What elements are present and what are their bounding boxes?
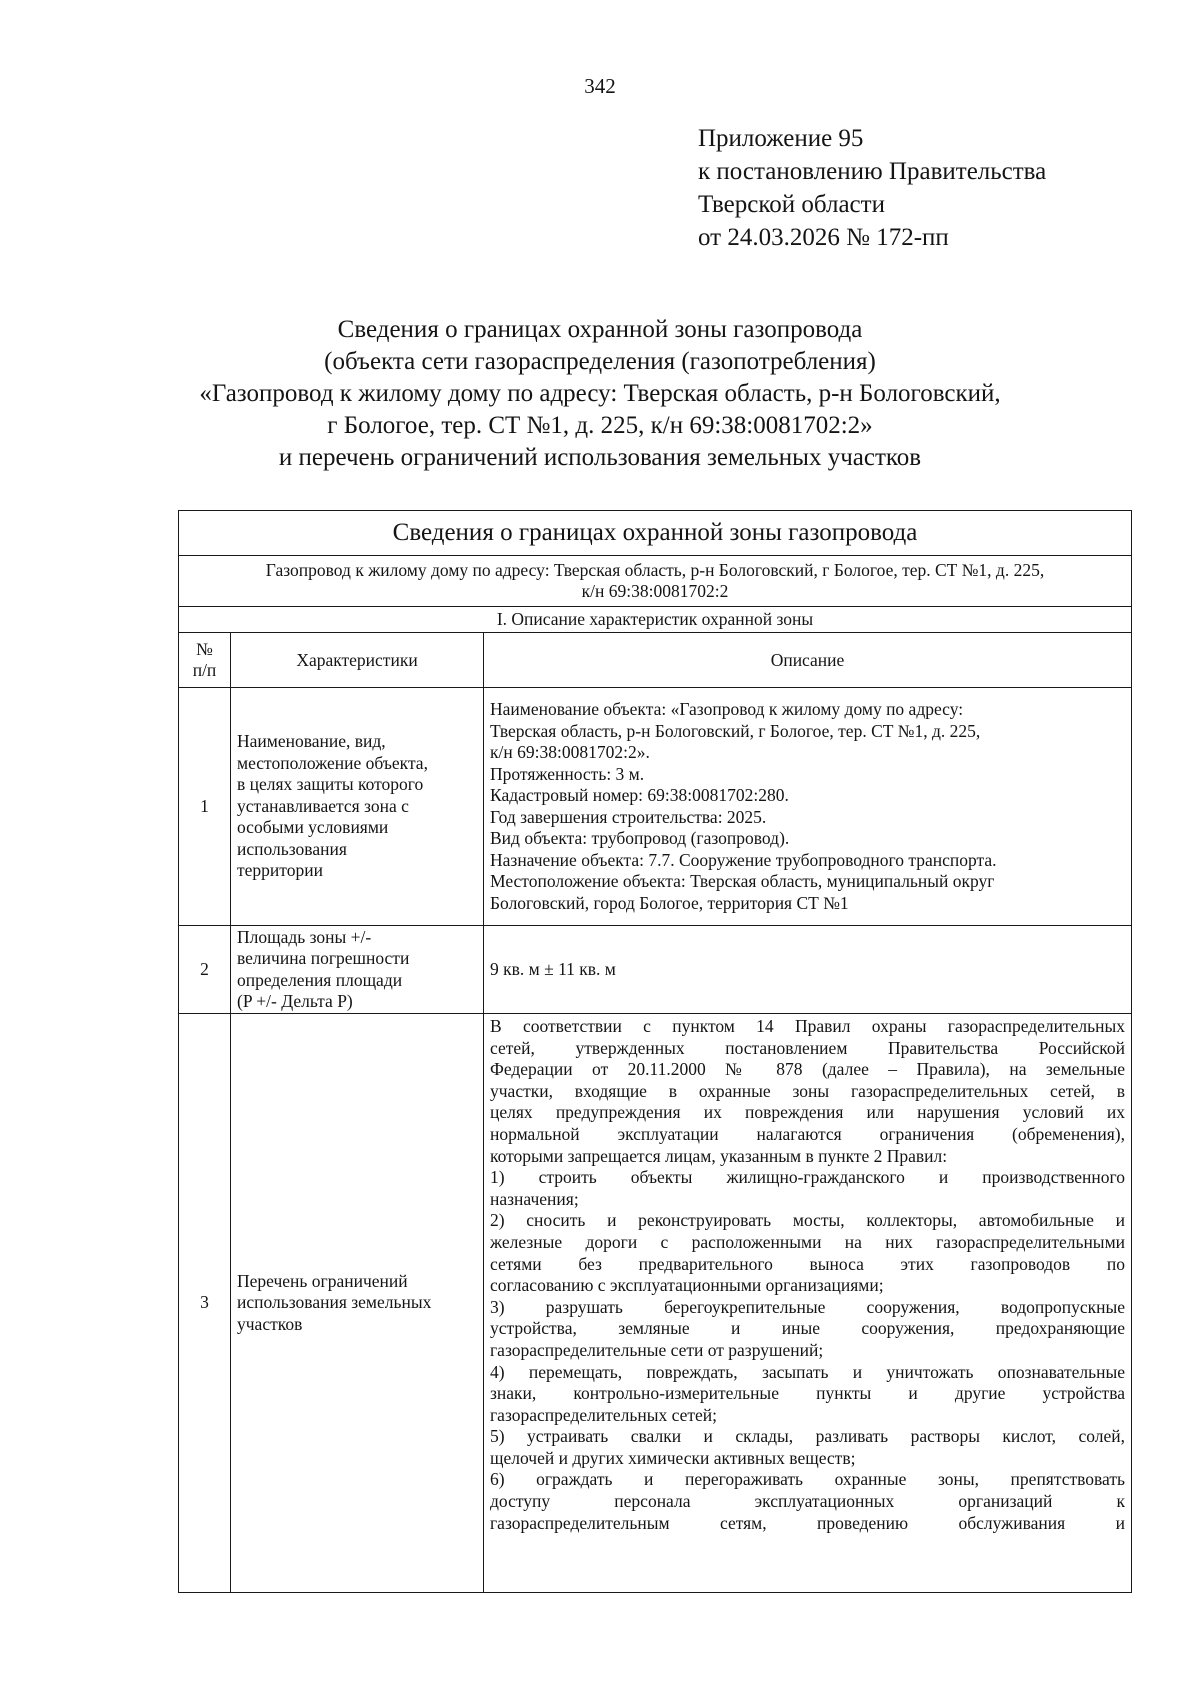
title-line: и перечень ограничений использования земельных участков bbox=[278, 444, 922, 471]
characteristic-line: величина погрешности bbox=[237, 948, 410, 968]
description-line: Тверская область, р-н Бологовский, г Бологое, тер. СТ №1, д. 225, bbox=[490, 720, 981, 741]
column-header-num bbox=[179, 633, 231, 688]
title-line: (объекта сети газораспределения (газопотребления) bbox=[324, 348, 876, 375]
object-name-line: к/н 69:38:0081702:2 bbox=[581, 581, 729, 601]
description-line: газораспределительных сетей; bbox=[490, 1404, 717, 1425]
characteristic-line: Перечень ограничений bbox=[237, 1270, 408, 1291]
row-description bbox=[484, 926, 1132, 1014]
document-title bbox=[100, 314, 1100, 474]
appendix-line: от 24.03.2026 № 172-пп bbox=[698, 224, 949, 251]
appendix-line: к постановлению Правительства bbox=[698, 158, 1047, 185]
description-line: 5) устраивать свалки и склады, разливать растворы кислот, солей, bbox=[490, 1426, 1126, 1447]
object-name-line: Газопровод к жилому дому по адресу: Тверская область, р-н Бологовский, г Бологое, тер. СТ №1, д. 225, bbox=[265, 560, 1045, 580]
characteristic-line: использования bbox=[237, 838, 347, 859]
description-line: участки, входящие в охранные зоны газораспределительных сетей, в bbox=[490, 1080, 1126, 1101]
description-line: устройства, земляные и иные сооружения, предохраняющие bbox=[490, 1318, 1126, 1339]
row-characteristic bbox=[231, 926, 484, 1014]
characteristic-line: Площадь зоны +/- bbox=[237, 926, 372, 947]
description-line: железные дороги с расположенными на них газораспределительными bbox=[490, 1231, 1126, 1252]
characteristic-line: участков bbox=[237, 1313, 303, 1334]
table-header-row bbox=[179, 511, 1132, 556]
table-header: Сведения о границах охранной зоны газопровода bbox=[179, 511, 1132, 556]
description-line: Местоположение объекта: Тверская область, муниципальный округ bbox=[490, 871, 995, 891]
characteristic-line: в целях защиты которого bbox=[237, 774, 424, 795]
description-line: целях предупреждения их повреждения или нарушения условий их bbox=[490, 1102, 1126, 1123]
description-line: 1) строить объекты жилищно-гражданского и производственного bbox=[490, 1167, 1126, 1188]
zone-table bbox=[178, 510, 1132, 1593]
row-characteristic bbox=[231, 1014, 484, 1593]
row-number: 1 bbox=[179, 688, 231, 926]
characteristic-line: (P +/- Дельта P) bbox=[237, 991, 353, 1011]
column-num-label: № bbox=[196, 639, 213, 659]
row-number: 3 bbox=[179, 1014, 231, 1593]
description-line: Кадастровый номер: 69:38:0081702:280. bbox=[490, 785, 789, 805]
table-row bbox=[179, 1014, 1132, 1593]
description-line: В соответствии с пунктом 14 Правил охраны газораспределительных bbox=[490, 1016, 1126, 1036]
description-line: Бологовский, город Бологое, территория СТ №1 bbox=[490, 892, 849, 913]
table-row bbox=[179, 926, 1132, 1014]
row-description bbox=[484, 688, 1132, 926]
title-line: «Газопровод к жилому дому по адресу: Тверская область, р-н Бологовский, bbox=[199, 380, 1001, 407]
characteristic-line: использования земельных bbox=[237, 1292, 432, 1313]
description-line: газораспределительные сети от разрушений; bbox=[490, 1339, 824, 1360]
description-line: 9 кв. м ± 11 кв. м bbox=[490, 958, 616, 979]
object-name-row bbox=[179, 556, 1132, 607]
description-line: знаки, контрольно-измерительные пункты и другие устройства bbox=[490, 1383, 1126, 1404]
page-number: 342 bbox=[584, 74, 616, 98]
appendix-line: Тверской области bbox=[698, 191, 885, 218]
description-line: 2) сносить и реконструировать мосты, коллекторы, автомобильные и bbox=[490, 1210, 1126, 1231]
description-line: которыми запрещается лицам, указанным в пункте 2 Правил: bbox=[490, 1145, 948, 1166]
description-line: Вид объекта: трубопровод (газопровод). bbox=[490, 828, 790, 848]
description-line: доступу персонала эксплуатационных организаций к bbox=[490, 1491, 1126, 1512]
description-line: газораспределительным сетям, проведению обслуживания и bbox=[490, 1512, 1126, 1533]
description-line: нормальной эксплуатации налагаются ограничения (обременения), bbox=[490, 1123, 1126, 1144]
section-title: I. Описание характеристик охранной зоны bbox=[179, 607, 1132, 633]
characteristic-line: устанавливается зона с bbox=[237, 795, 409, 816]
row-number: 2 bbox=[179, 926, 231, 1014]
description-line: щелочей и других химически активных веществ; bbox=[490, 1447, 856, 1468]
column-header-characteristics: Характеристики bbox=[231, 633, 484, 688]
characteristic-line: местоположение объекта, bbox=[237, 752, 428, 773]
description-line: 4) перемещать, повреждать, засыпать и уничтожать опознавательные bbox=[490, 1361, 1126, 1382]
row-characteristic bbox=[231, 688, 484, 926]
appendix-line: Приложение 95 bbox=[698, 125, 864, 152]
row-description bbox=[484, 1014, 1132, 1593]
description-line: Протяженность: 3 м. bbox=[490, 763, 645, 784]
characteristic-line: Наименование, вид, bbox=[237, 731, 386, 752]
characteristic-line: определения площади bbox=[237, 969, 403, 990]
column-header-description: Описание bbox=[484, 633, 1132, 688]
object-name-cell bbox=[179, 556, 1132, 607]
description-line: Назначение объекта: 7.7. Сооружение трубопроводного транспорта. bbox=[490, 849, 997, 870]
appendix-block bbox=[698, 122, 1046, 254]
description-line: 6) ограждать и перегораживать охранные зоны, препятствовать bbox=[490, 1469, 1126, 1490]
title-line: г Бологое, тер. СТ №1, д. 225, к/н 69:38:0081702:2» bbox=[327, 412, 873, 439]
table-row bbox=[179, 688, 1132, 926]
description-line: сетями без предварительного выноса этих газопроводов по bbox=[490, 1253, 1126, 1274]
characteristic-line: особыми условиями bbox=[237, 817, 389, 838]
description-line: Год завершения строительства: 2025. bbox=[490, 806, 767, 827]
description-line: назначения; bbox=[490, 1188, 579, 1209]
column-header-row bbox=[179, 633, 1132, 688]
description-line: к/н 69:38:0081702:2». bbox=[490, 742, 650, 762]
description-line: сетей, утвержденных постановлением Правительства Российской bbox=[490, 1037, 1126, 1058]
section-row bbox=[179, 607, 1132, 633]
title-line: Сведения о границах охранной зоны газопровода bbox=[337, 316, 863, 343]
characteristic-line: территории bbox=[237, 860, 323, 881]
description-line: Наименование объекта: «Газопровод к жилому дому по адресу: bbox=[490, 699, 964, 719]
description-line: Федерации от 20.11.2000 № 878 (далее – Правила), на земельные bbox=[490, 1059, 1126, 1080]
description-line: согласованию с эксплуатационными организациями; bbox=[490, 1275, 884, 1296]
description-line: 3) разрушать берегоукрепительные сооружения, водопропускные bbox=[490, 1296, 1126, 1317]
column-num-label: п/п bbox=[192, 660, 217, 680]
